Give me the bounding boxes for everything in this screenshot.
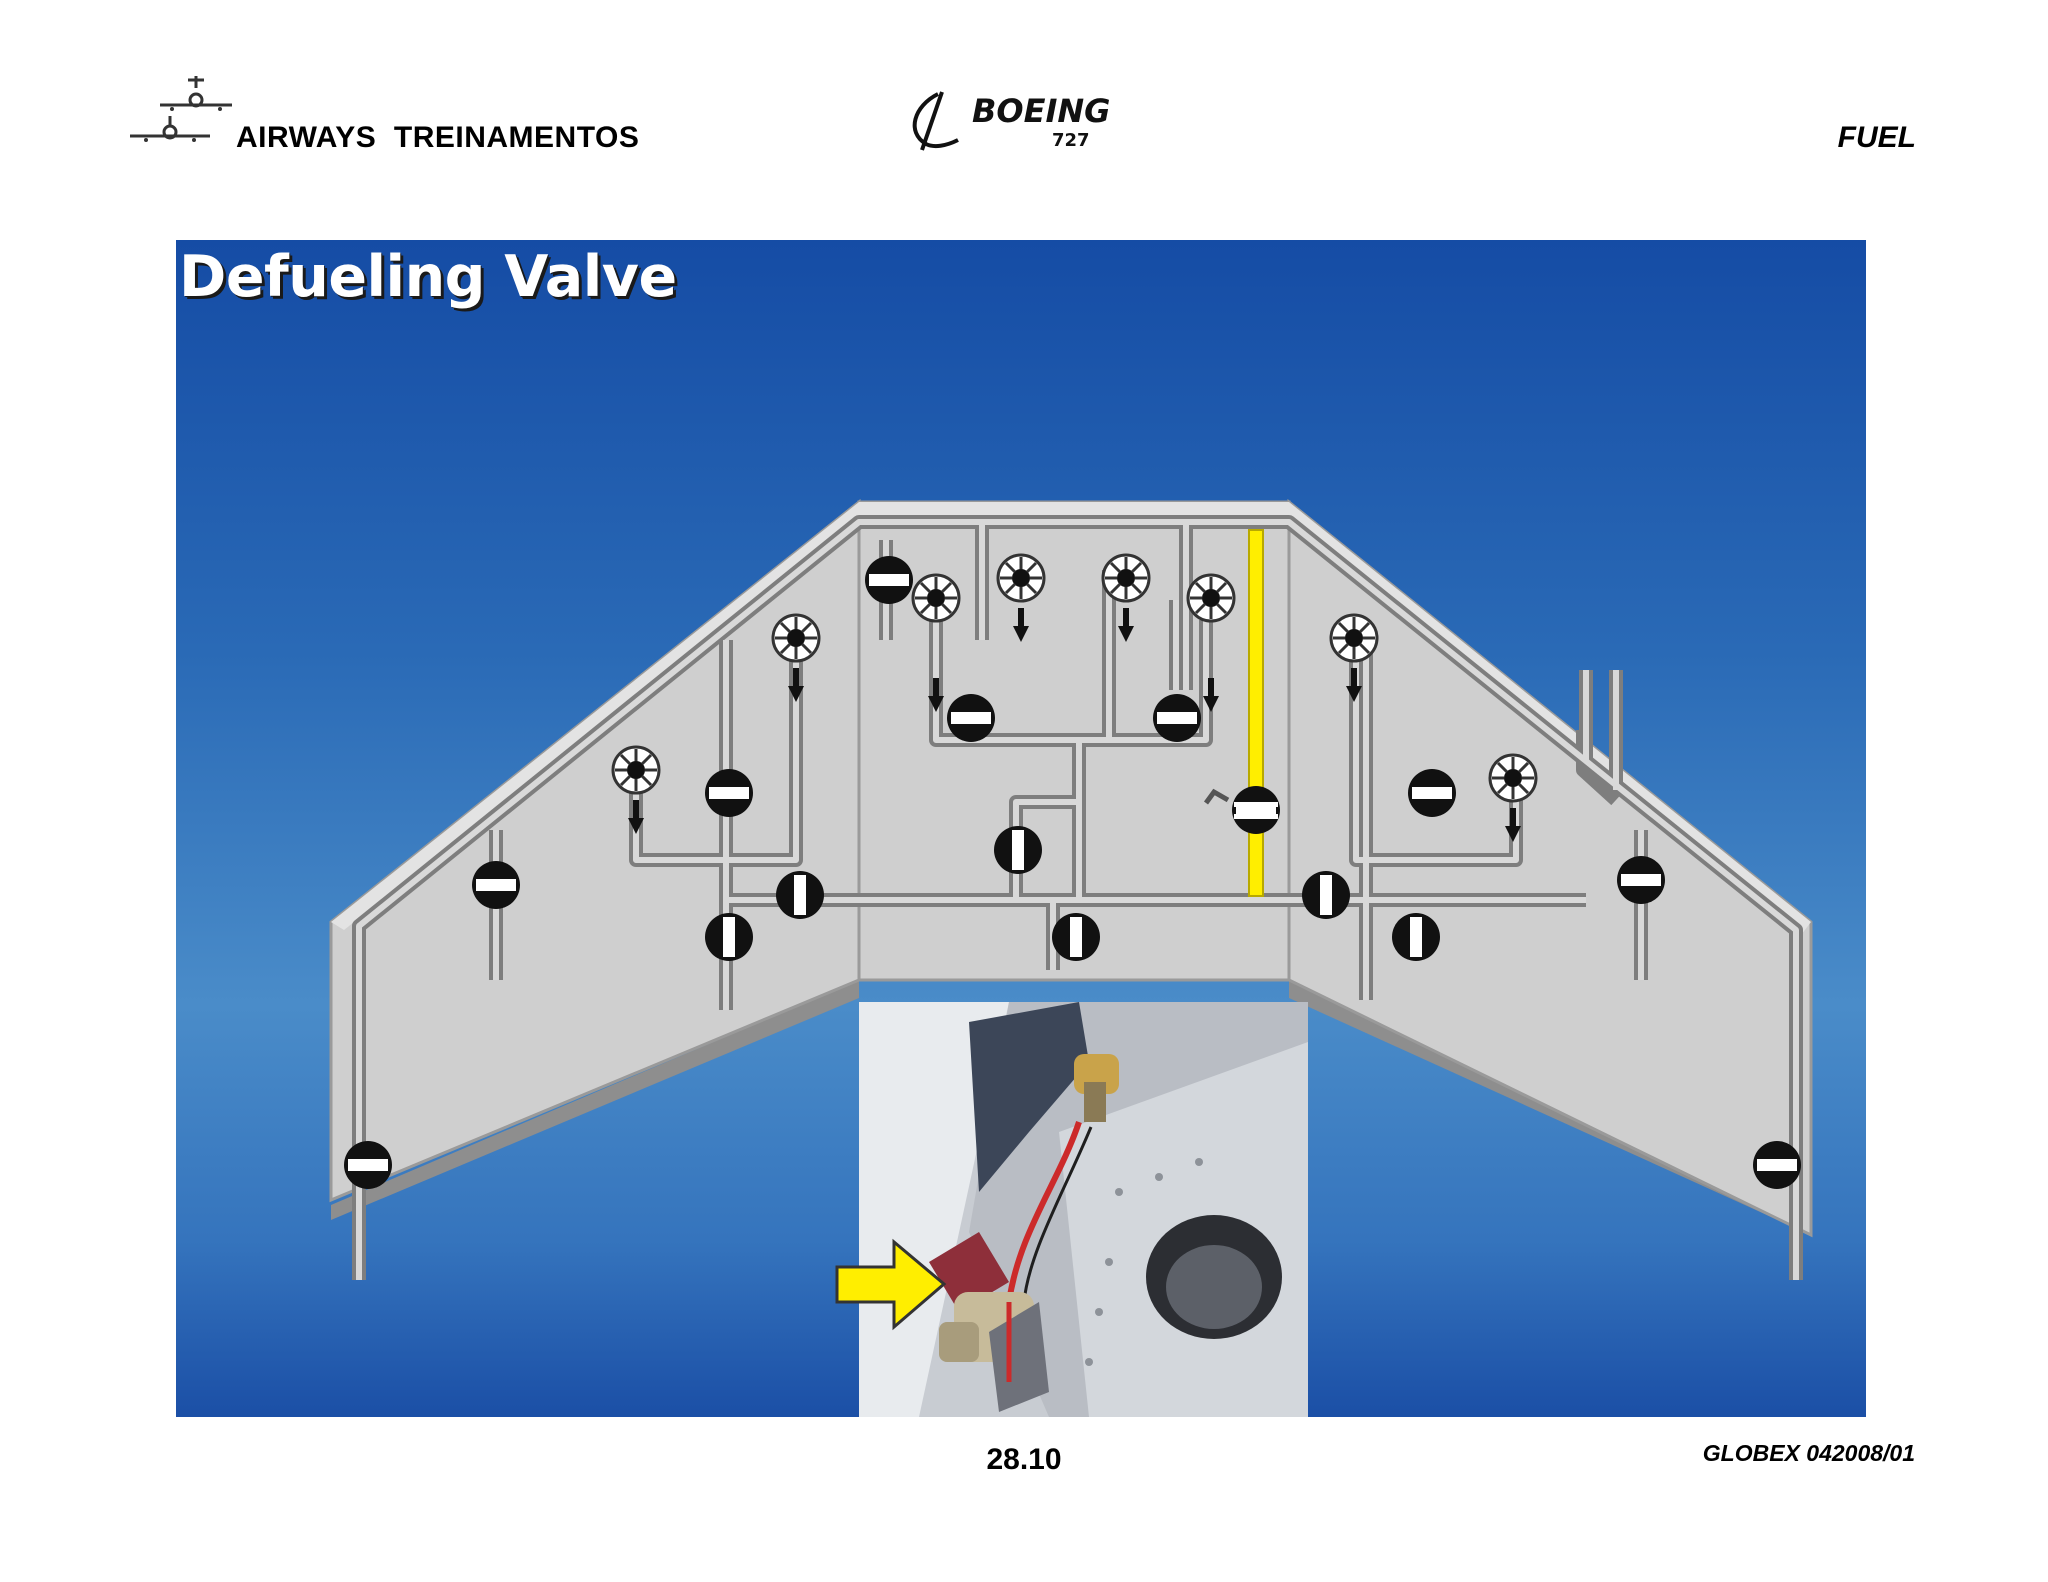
pointer-arrow-icon bbox=[834, 1237, 949, 1332]
airways-logo-icon bbox=[128, 70, 238, 150]
defuel-line-highlight bbox=[1249, 530, 1263, 896]
boeing-logo-text: BOEING bbox=[972, 92, 1111, 130]
page-number: 28.10 bbox=[986, 1443, 1062, 1476]
section-label: FUEL bbox=[1837, 121, 1916, 154]
slide-panel bbox=[176, 240, 1866, 1417]
boeing-model-text: 727 bbox=[1052, 130, 1090, 151]
document-code: GLOBEX 042008/01 bbox=[1702, 1440, 1915, 1466]
brand-name: AIRWAYS TREINAMENTOS bbox=[236, 121, 640, 154]
slide-title: Defueling Valve bbox=[179, 244, 677, 310]
defueling-valve-photo bbox=[859, 1002, 1308, 1417]
boeing-logo bbox=[902, 88, 1172, 158]
